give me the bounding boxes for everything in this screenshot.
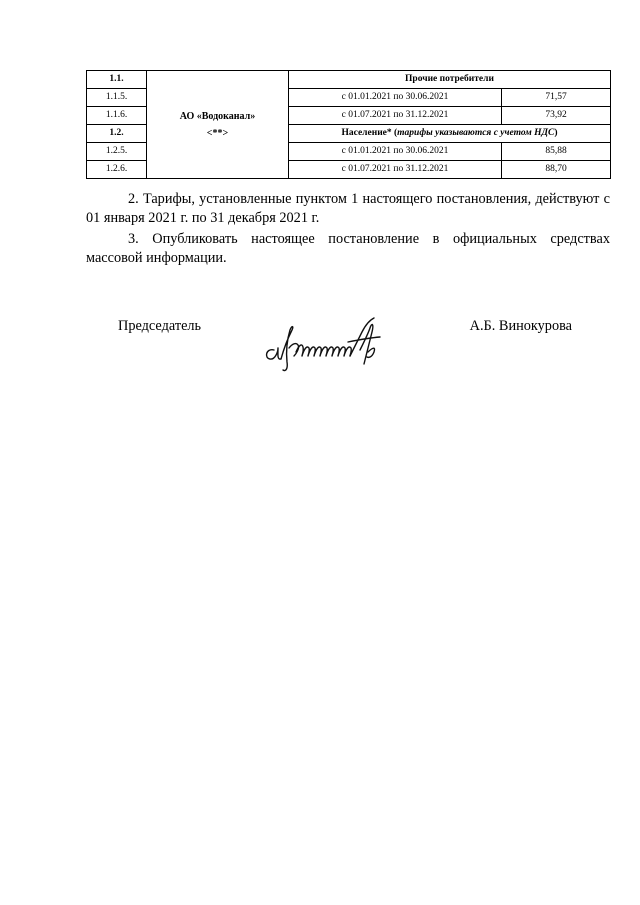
period-cell: с 01.01.2021 по 30.06.2021 — [289, 89, 502, 107]
row-number: 1.2. — [87, 125, 147, 143]
signatory-name: А.Б. Винокурова — [469, 318, 572, 334]
organization-footnote-mark: <**> — [206, 127, 229, 139]
tariff-value: 88,70 — [502, 161, 611, 179]
row-number: 1.2.5. — [87, 143, 147, 161]
handwritten-signature — [256, 312, 391, 374]
tariff-table — [86, 70, 611, 179]
period-cell: с 01.01.2021 по 30.06.2021 — [289, 143, 502, 161]
period-cell: с 01.07.2021 по 31.12.2021 — [289, 161, 502, 179]
category-header-note: тарифы указываются с учетом НДС — [397, 128, 555, 138]
tariff-value: 71,57 — [502, 89, 611, 107]
row-number: 1.2.6. — [87, 161, 147, 179]
signatory-title: Председатель — [118, 318, 202, 334]
category-header-suffix: ) — [554, 128, 558, 138]
row-number: 1.1.5. — [87, 89, 147, 107]
category-header: Прочие потребители — [289, 71, 611, 89]
tariff-value: 85,88 — [502, 143, 611, 161]
organization-name: АО «Водоканал» — [179, 110, 256, 122]
period-cell: с 01.07.2021 по 31.12.2021 — [289, 107, 502, 125]
row-number: 1.1.6. — [87, 107, 147, 125]
paragraph-2: 2. Тарифы, установленные пунктом 1 настоящего постановления, действуют с 01 января 2021 г. по 31 декабря 2021 г. — [86, 191, 610, 226]
organization-cell — [147, 71, 289, 179]
table-row — [87, 71, 611, 89]
category-header-prefix: Население* ( — [341, 128, 398, 138]
paragraph-3: 3. Опубликовать настоящее постановление в официальных средствах массовой информации. — [86, 231, 610, 266]
category-header — [289, 125, 611, 143]
row-number: 1.1. — [87, 71, 147, 89]
tariff-value: 73,92 — [502, 107, 611, 125]
